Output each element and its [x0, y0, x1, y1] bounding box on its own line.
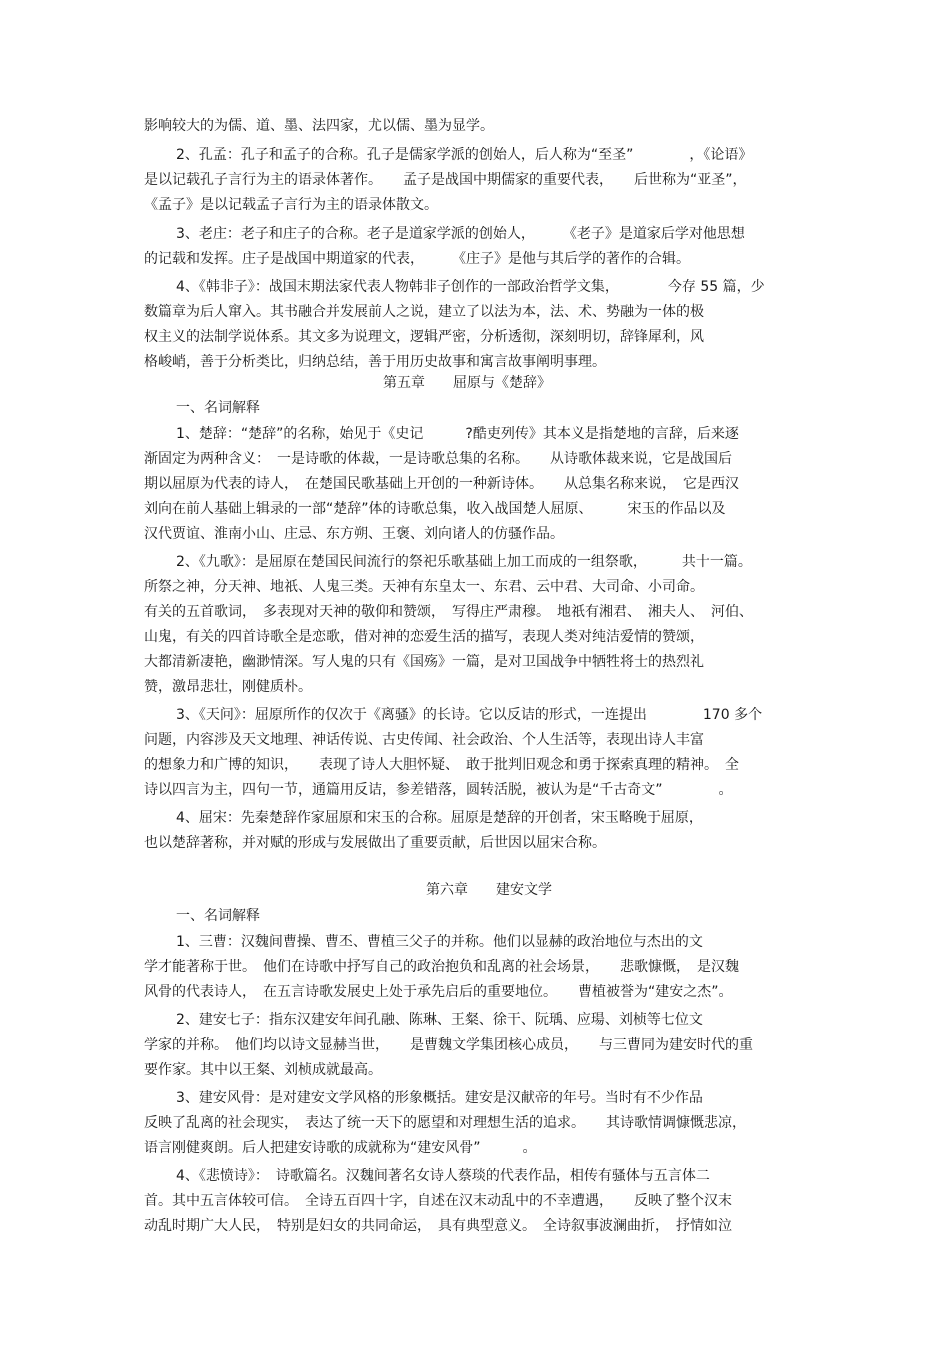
chapter-5-title: 第五章 屈原与《楚辞》 — [383, 375, 551, 391]
text-line: 是以记载孔子言行为主的语录体著作。 孟子是战国中期儒家的重要代表， 后世称为“亚圣”， — [144, 172, 747, 188]
text-line: 动乱时期广大人民， 特别是妇女的共同命运， 具有典型意义。 全诗叙事波澜曲折， 抒情如泣 — [144, 1218, 732, 1234]
paragraph-hanfeizi: 4、《韩非子》：战国末期法家代表人物韩非子创作的一部政治哲学文集， 今存 55 篇，少 — [176, 279, 765, 295]
text-line: 影响较大的为儒、道、墨、法四家，尤以儒、墨为显学。 — [144, 118, 494, 134]
paragraph-kongmeng: 2、孔孟：孔子和孟子的合称。孔子是儒家学派的创始人，后人称为“至圣” ，《论语》 — [176, 147, 753, 163]
text-line: 汉代贾谊、淮南小山、庄忌、东方朔、王褒、刘向诸人的仿骚作品。 — [144, 526, 564, 542]
text-line: 期以屈原为代表的诗人， 在楚国民歌基础上开创的一种新诗体。 从总集名称来说， 它是西汉 — [144, 476, 739, 492]
paragraph-beifenshi: 4、《悲愤诗》： 诗歌篇名。汉魏间著名女诗人蔡琰的代表作品，相传有骚体与五言体二 — [176, 1168, 710, 1184]
text-line: 大都清新凄艳，幽渺情深。写人鬼的只有《国殇》一篇，是对卫国战争中牺牲将士的热烈礼 — [144, 654, 704, 670]
paragraph-qusong: 4、屈宋：先秦楚辞作家屈原和宋玉的合称。屈原是楚辞的开创者，宋玉略晚于屈原， — [176, 810, 703, 826]
paragraph-jiuge: 2、《九歌》：是屈原在楚国民间流行的祭祀乐歌基础上加工而成的一组祭歌， 共十一篇。 — [176, 554, 752, 570]
text-line: 有关的五首歌词， 多表现对天神的敬仰和赞颂， 写得庄严肃穆。 地祇有湘君、 湘夫人、 河伯、 — [144, 604, 753, 620]
paragraph-qizi: 2、建安七子：指东汉建安年间孔融、陈琳、王粲、徐干、阮瑀、应瑒、刘桢等七位文 — [176, 1012, 703, 1028]
text-line: 诗以四言为主，四句一节，通篇用反诘，参差错落，圆转活脱，被认为是“千古奇文” 。 — [144, 782, 733, 798]
paragraph-tianwen: 3、《天问》：屈原所作的仅次于《离骚》的长诗。它以反诘的形式，一连提出 170 多个 — [176, 707, 763, 723]
text-line: 学才能著称于世。 他们在诗歌中抒写自己的政治抱负和乱离的社会场景， 悲歌慷慨， 是汉魏 — [144, 959, 739, 975]
text-line: 的想象力和广博的知识， 表现了诗人大胆怀疑、 敢于批判旧观念和勇于探索真理的精神。 全 — [144, 757, 739, 773]
text-line: 风骨的代表诗人， 在五言诗歌发展史上处于承先启后的重要地位。 曹植被誉为“建安之杰”。 — [144, 984, 733, 1000]
text-line: 格峻峭，善于分析类比，归纳总结，善于用历史故事和寓言故事阐明事理。 — [144, 354, 606, 370]
paragraph-chuci: 1、楚辞：“楚辞”的名称，始见于《史记 ?酷吏列传》其本义是指楚地的言辞，后来逐 — [176, 426, 739, 442]
text-line: 首。其中五言体较可信。 全诗五百四十字，自述在汉末动乱中的不幸遭遇， 反映了整个汉末 — [144, 1193, 732, 1209]
text-line: 语言刚健爽朗。后人把建安诗歌的成就称为“建安风骨” 。 — [144, 1140, 537, 1156]
text-line: 权主义的法制学说体系。其文多为说理文，逻辑严密，分析透彻，深刻明切，辞锋犀利，风 — [144, 329, 704, 345]
text-line: 学家的并称。 他们均以诗文显赫当世， 是曹魏文学集团核心成员， 与三曹同为建安时代的重 — [144, 1037, 753, 1053]
text-line: 要作家。其中以王粲、刘桢成就最高。 — [144, 1062, 382, 1078]
text-line: 的记载和发挥。庄子是战国中期道家的代表， 《庄子》是他与其后学的著作的合辑。 — [144, 251, 690, 267]
text-line: 山鬼，有关的四首诗歌全是恋歌，借对神的恋爱生活的描写，表现人类对纯洁爱情的赞颂， — [144, 629, 704, 645]
paragraph-laozhuang: 3、老庄：老子和庄子的合称。老子是道家学派的创始人， 《老子》是道家后学对他思想 — [176, 226, 745, 242]
paragraph-fenggu: 3、建安风骨：是对建安文学风格的形象概括。建安是汉献帝的年号。当时有不少作品 — [176, 1090, 703, 1106]
text-line: 渐固定为两种含义： 一是诗歌的体裁，一是诗歌总集的名称。 从诗歌体裁来说，它是战国后 — [144, 451, 732, 467]
text-line: 《孟子》是以记载孟子言行为主的语录体散文。 — [144, 197, 438, 213]
text-line: 所祭之神，分天神、地祇、人鬼三类。天神有东皇太一、东君、云中君、大司命、小司命。 — [144, 579, 704, 595]
paragraph-sancao: 1、三曹：汉魏间曹操、曹丕、曹植三父子的并称。他们以显赫的政治地位与杰出的文 — [176, 934, 703, 950]
text-line: 问题，内容涉及天文地理、神话传说、古史传闻、社会政治、个人生活等，表现出诗人丰富 — [144, 732, 704, 748]
section-heading: 一、名词解释 — [176, 400, 260, 416]
text-line: 也以楚辞著称，并对赋的形成与发展做出了重要贡献，后世因以屈宋合称。 — [144, 835, 606, 851]
chapter-6-title: 第六章 建安文学 — [426, 882, 552, 898]
text-line: 数篇章为后人窜入。其书融合并发展前人之说，建立了以法为本，法、术、势融为一体的极 — [144, 304, 704, 320]
section-heading: 一、名词解释 — [176, 908, 260, 924]
text-line: 反映了乱离的社会现实， 表达了统一天下的愿望和对理想生活的追求。 其诗歌情调慷慨悲凉， — [144, 1115, 746, 1131]
text-line: 刘向在前人基础上辑录的一部“楚辞”体的诗歌总集，收入战国楚人屈原、 宋玉的作品以及 — [144, 501, 726, 517]
text-line: 赞，激昂悲壮，刚健质朴。 — [144, 679, 312, 695]
